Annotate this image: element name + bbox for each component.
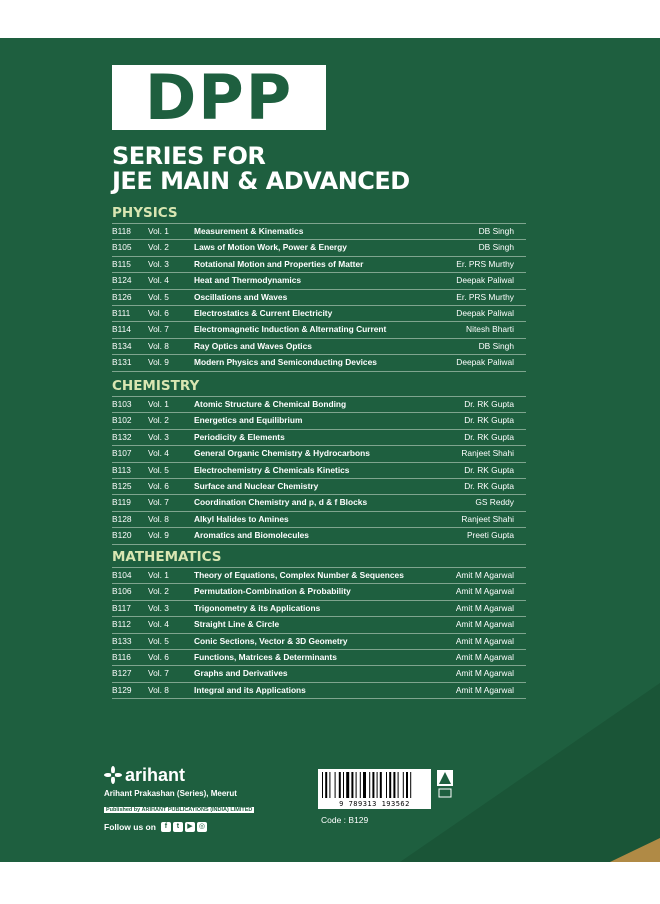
- barcode-bar: [380, 772, 382, 798]
- book-row: [112, 528, 526, 544]
- book-title: Periodicity & Elements: [194, 431, 285, 442]
- book-row: [112, 650, 526, 666]
- book-title: Theory of Equations, Complex Number & Sequences: [194, 570, 404, 580]
- book-row: [112, 463, 526, 479]
- book-author: Dr. RK Gupta: [464, 399, 514, 409]
- twitter-icon[interactable]: t: [173, 822, 183, 832]
- publisher-brand-name: arihant: [125, 765, 186, 785]
- book-title: Conic Sections, Vector & 3D Geometry: [194, 635, 348, 646]
- dpp-logo-text: DPP: [144, 61, 294, 134]
- book-title: Electromagnetic Induction & Alternating Current: [194, 324, 387, 335]
- barcode-bar: [372, 772, 374, 798]
- book-author: Amit M Agarwal: [455, 635, 514, 646]
- section-heading: CHEMISTRY: [112, 378, 200, 394]
- book-title: Electrochemistry & Chemicals Kinetics: [194, 464, 350, 475]
- book-volume: Vol. 1: [148, 399, 169, 409]
- book-code-label: Code : B129: [321, 815, 369, 825]
- book-volume: Vol. 4: [148, 619, 169, 630]
- book-author: Amit M Agarwal: [455, 570, 514, 580]
- book-title: Measurement & Kinematics: [194, 226, 304, 236]
- barcode-bar: [346, 772, 349, 798]
- book-author: Amit M Agarwal: [455, 651, 514, 662]
- book-code: B113: [112, 464, 131, 475]
- barcode-bar: [343, 772, 344, 798]
- book-volume: Vol. 8: [148, 513, 169, 524]
- section-physics: [112, 204, 526, 372]
- book-code: B124: [112, 275, 132, 286]
- youtube-icon[interactable]: ▶: [185, 822, 195, 832]
- barcode-bar: [351, 772, 353, 798]
- barcode-bar: [356, 772, 357, 798]
- book-code: B125: [112, 480, 132, 491]
- book-code: B127: [112, 668, 132, 679]
- book-title: Laws of Motion Work, Power & Energy: [194, 242, 347, 253]
- book-row: [112, 601, 526, 617]
- book-author: Dr. RK Gupta: [464, 464, 514, 475]
- barcode-bar: [406, 772, 408, 798]
- book-title: Ray Optics and Waves Optics: [194, 340, 312, 351]
- book-list: [112, 223, 526, 372]
- book-title: Trigonometry & its Applications: [194, 602, 321, 613]
- book-author: Ranjeet Shahi: [461, 513, 514, 524]
- book-code: B128: [112, 513, 132, 524]
- book-volume: Vol. 1: [148, 570, 169, 580]
- book-volume: Vol. 6: [148, 651, 169, 662]
- book-author: Dr. RK Gupta: [464, 415, 514, 426]
- book-row: [112, 584, 526, 600]
- book-row: [112, 290, 526, 306]
- book-volume: Vol. 1: [148, 226, 169, 236]
- book-author: Er. PRS Murthy: [456, 258, 514, 269]
- book-row: [112, 666, 526, 682]
- book-volume: Vol. 9: [148, 530, 169, 541]
- book-author: Deepak Paliwal: [456, 357, 514, 368]
- book-row: [112, 223, 526, 240]
- book-author: Dr. RK Gupta: [464, 431, 514, 442]
- book-row: [112, 683, 526, 699]
- section-mathematics: [112, 548, 526, 699]
- series-title-line-2: JEE MAIN & ADVANCED: [112, 167, 410, 195]
- book-title: Aromatics and Biomolecules: [194, 530, 309, 541]
- barcode-bar: [386, 772, 387, 798]
- book-code: B117: [112, 602, 131, 613]
- book-row: [112, 355, 526, 371]
- book-author: Ranjeet Shahi: [461, 448, 514, 459]
- book-author: DB Singh: [478, 340, 514, 351]
- book-list: [112, 567, 526, 699]
- book-volume: Vol. 3: [148, 431, 169, 442]
- book-row: [112, 339, 526, 355]
- book-title: Integral and its Applications: [194, 684, 306, 695]
- barcode-bars: [318, 769, 431, 800]
- book-code: B133: [112, 635, 132, 646]
- book-volume: Vol. 4: [148, 448, 169, 459]
- section-chemistry: [112, 377, 526, 545]
- book-volume: Vol. 6: [148, 307, 169, 318]
- book-volume: Vol. 5: [148, 464, 169, 475]
- book-title: Energetics and Equilibrium: [194, 415, 303, 426]
- book-row: [112, 240, 526, 256]
- book-row: [112, 479, 526, 495]
- instagram-icon[interactable]: ◎: [198, 823, 205, 830]
- book-code: B116: [112, 651, 131, 662]
- barcode-number: 9 789313 193562: [339, 800, 410, 808]
- follow-us-label: Follow us on: [104, 822, 156, 832]
- book-author: DB Singh: [478, 226, 514, 236]
- barcode-bar: [335, 772, 336, 798]
- book-code: B107: [112, 448, 132, 459]
- barcode-bar: [377, 772, 378, 798]
- section-heading: MATHEMATICS: [112, 549, 222, 565]
- barcode-bar: [339, 772, 341, 798]
- book-volume: Vol. 2: [148, 242, 169, 253]
- publisher-block: [104, 764, 254, 832]
- book-volume: Vol. 5: [148, 635, 169, 646]
- series-title: [112, 144, 410, 194]
- book-code: B131: [112, 357, 132, 368]
- book-title: Alkyl Halides to Amines: [194, 513, 289, 524]
- book-title: Electrostatics & Current Electricity: [194, 307, 333, 318]
- book-author: Amit M Agarwal: [455, 619, 514, 630]
- barcode-bar: [393, 772, 395, 798]
- book-title: Heat and Thermodynamics: [194, 275, 302, 286]
- book-volume: Vol. 2: [148, 586, 169, 597]
- book-title: Oscillations and Waves: [194, 291, 288, 302]
- book-title: General Organic Chemistry & Hydrocarbons: [194, 448, 370, 459]
- book-title: Modern Physics and Semiconducting Devices: [194, 357, 377, 368]
- barcode-bar: [329, 772, 330, 798]
- book-author: Amit M Agarwal: [455, 684, 514, 695]
- book-row: [112, 446, 526, 462]
- book-code: B114: [112, 324, 131, 335]
- barcode-bar: [403, 772, 404, 798]
- book-volume: Vol. 8: [148, 684, 169, 695]
- isbn-barcode: [318, 769, 431, 809]
- book-title: Coordination Chemistry and p, d & f Blocks: [194, 497, 368, 508]
- section-heading: PHYSICS: [112, 205, 178, 221]
- barcode-bar: [398, 772, 399, 798]
- book-author: Preeti Gupta: [466, 530, 514, 541]
- book-volume: Vol. 5: [148, 291, 169, 302]
- book-row: [112, 495, 526, 511]
- book-volume: Vol. 4: [148, 275, 169, 286]
- book-volume: Vol. 7: [148, 497, 169, 508]
- book-volume: Vol. 7: [148, 324, 169, 335]
- book-author: Amit M Agarwal: [455, 586, 514, 597]
- book-row: [112, 322, 526, 338]
- published-by-line: Published by ARIHANT PUBLICATIONS (INDIA) LIMITED: [106, 807, 253, 813]
- book-code: B105: [112, 242, 132, 253]
- book-author: Nitesh Bharti: [466, 324, 514, 335]
- book-code: B111: [112, 307, 131, 318]
- book-row: [112, 430, 526, 446]
- series-title-line-1: SERIES FOR: [112, 142, 266, 170]
- book-row: [112, 257, 526, 273]
- book-volume: Vol. 3: [148, 258, 169, 269]
- barcode-bar: [410, 772, 411, 798]
- book-code: B129: [112, 684, 132, 695]
- book-title: Graphs and Derivatives: [194, 668, 288, 679]
- barcode-bar: [360, 772, 361, 798]
- book-row: [112, 273, 526, 289]
- book-row: [112, 396, 526, 413]
- book-title: Functions, Matrices & Determinants: [194, 651, 337, 662]
- book-code: B118: [112, 226, 131, 236]
- book-author: Amit M Agarwal: [455, 602, 514, 613]
- book-code: B119: [112, 497, 131, 508]
- book-code: B126: [112, 291, 132, 302]
- book-author: DB Singh: [478, 242, 514, 253]
- barcode-bar: [369, 772, 370, 798]
- book-title: Rotational Motion and Properties of Matter: [194, 258, 364, 269]
- book-row: [112, 634, 526, 650]
- book-row: [112, 617, 526, 633]
- book-row: [112, 512, 526, 528]
- publisher-name: Arihant Prakashan (Series), Meerut: [104, 789, 237, 798]
- dpp-logo: [112, 61, 326, 134]
- arihant-flower-icon: [104, 766, 122, 784]
- barcode-bar: [325, 772, 327, 798]
- book-code: B102: [112, 415, 132, 426]
- book-volume: Vol. 8: [148, 340, 169, 351]
- book-row: [112, 567, 526, 584]
- book-code: B112: [112, 619, 131, 630]
- book-volume: Vol. 6: [148, 480, 169, 491]
- book-title: Permutation-Combination & Probability: [194, 586, 351, 597]
- book-author: Deepak Paliwal: [456, 275, 514, 286]
- book-volume: Vol. 9: [148, 357, 169, 368]
- book-code: B132: [112, 431, 132, 442]
- book-code: B120: [112, 530, 132, 541]
- book-list: [112, 396, 526, 545]
- facebook-icon[interactable]: f: [161, 822, 171, 832]
- book-author: Er. PRS Murthy: [456, 291, 514, 302]
- book-row: [112, 306, 526, 322]
- book-code: B104: [112, 570, 132, 580]
- book-row: [112, 413, 526, 429]
- book-code: B134: [112, 340, 132, 351]
- book-back-cover: [0, 38, 660, 862]
- book-code: B103: [112, 399, 132, 409]
- book-emblem-icon: [436, 769, 454, 799]
- book-code: B115: [112, 258, 131, 269]
- book-volume: Vol. 7: [148, 668, 169, 679]
- book-title: Surface and Nuclear Chemistry: [194, 480, 319, 491]
- book-author: Amit M Agarwal: [455, 668, 514, 679]
- barcode-bar: [389, 772, 391, 798]
- book-title: Atomic Structure & Chemical Bonding: [194, 399, 347, 409]
- book-author: Deepak Paliwal: [456, 307, 514, 318]
- book-code: B106: [112, 586, 132, 597]
- barcode-bar: [363, 772, 366, 798]
- book-author: Dr. RK Gupta: [464, 480, 514, 491]
- book-volume: Vol. 3: [148, 602, 169, 613]
- book-title: Straight Line & Circle: [194, 619, 280, 630]
- barcode-bar: [322, 772, 323, 798]
- book-author: GS Reddy: [475, 497, 514, 508]
- book-volume: Vol. 2: [148, 415, 169, 426]
